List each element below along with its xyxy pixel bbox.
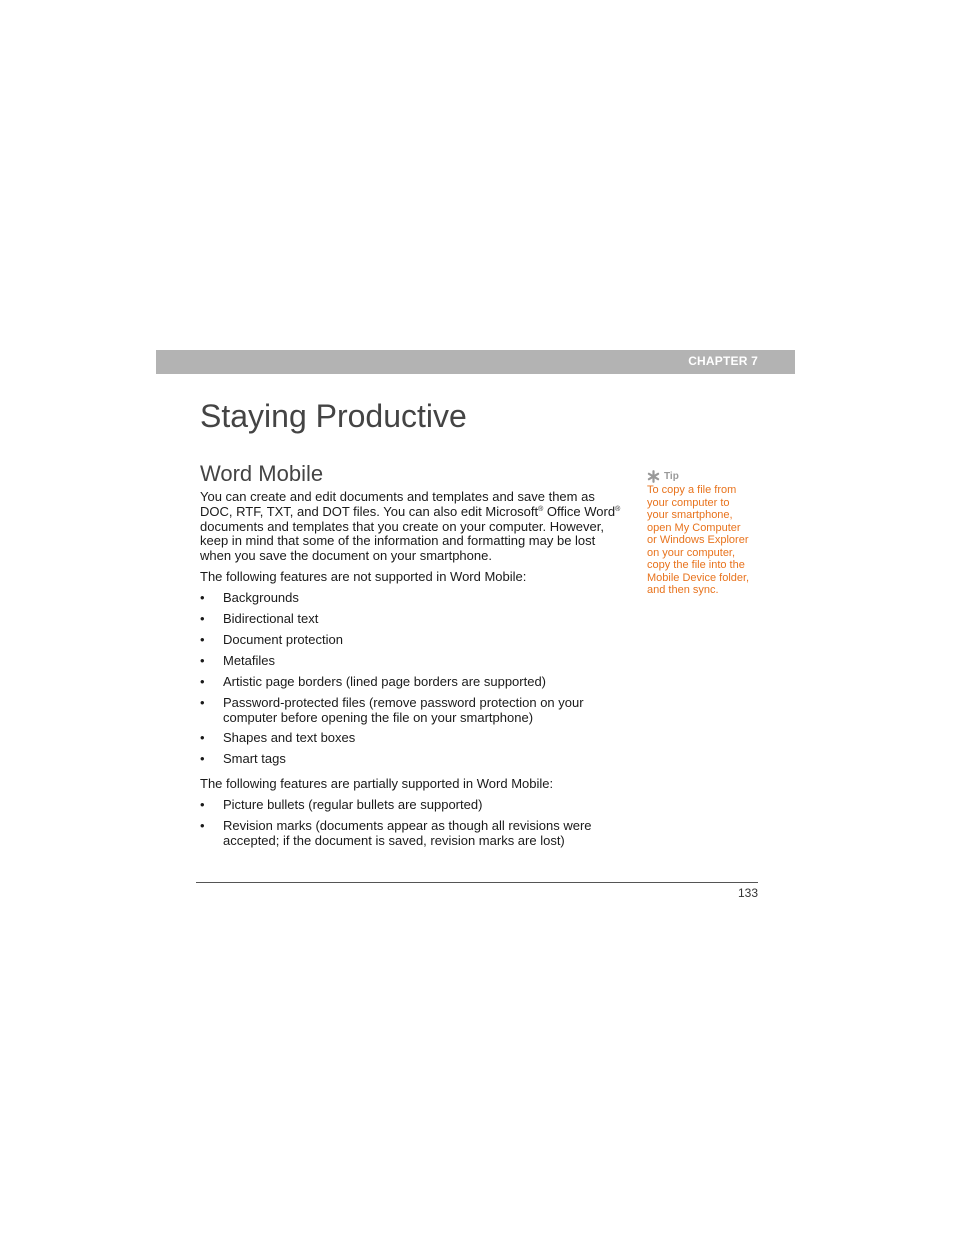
page-title: Staying Productive [200, 398, 467, 434]
page-number: 133 [737, 886, 758, 900]
list-item [200, 696, 625, 726]
partially-supported-list [200, 798, 625, 849]
list-item [200, 591, 625, 606]
list-item-text: Password-protected files (remove password protection on your computer before opening the file on your smartphone) [223, 694, 584, 725]
tip-line: To copy a file from [647, 484, 737, 496]
list-item [200, 798, 625, 813]
list-item [200, 731, 625, 746]
registered-mark: ® [615, 505, 621, 513]
list-item-text: Backgrounds [223, 589, 299, 605]
list-item-text: Revision marks (documents appear as though all revisions were accepted; if the document is saved, revision marks are lost) [223, 818, 592, 848]
bullet-icon: • [200, 589, 205, 605]
partially-supported-intro: The following features are partially supported in Word Mobile: [200, 776, 554, 792]
footer-divider [196, 882, 758, 883]
not-supported-list [200, 591, 625, 767]
bullet-icon: • [200, 730, 205, 746]
tip-line: copy the file into the [647, 559, 745, 571]
not-supported-intro: The following features are not supported in Word Mobile: [200, 568, 527, 584]
list-item [200, 633, 625, 648]
tip-label: Tip [664, 470, 679, 482]
tip-header [647, 469, 762, 483]
tip-line: on your computer, [647, 546, 736, 559]
bullet-icon: • [200, 694, 205, 710]
tip-line: your computer to [647, 496, 730, 509]
list-item-text: Smart tags [223, 751, 286, 767]
bullet-icon: • [200, 652, 205, 668]
tip-line: Mobile Device folder, [647, 571, 750, 584]
bullet-icon: • [200, 610, 205, 626]
chapter-header-bar [156, 350, 795, 374]
bullet-icon: • [200, 818, 205, 834]
list-item-text: Document protection [223, 631, 343, 647]
registered-mark: ® [538, 505, 544, 513]
body-text [200, 490, 625, 859]
tip-line: or Windows Explorer [647, 534, 749, 546]
asterisk-icon [647, 470, 660, 483]
tip-text [647, 484, 762, 597]
list-item [200, 752, 625, 767]
bullet-icon: • [200, 631, 205, 647]
intro-text-3: documents and templates that you create on your computer. However, keep in mind that some of the information and formatting may be lost when you save the document on your smartphone. [200, 518, 604, 564]
list-item-text: Picture bullets (regular bullets are supported) [223, 797, 483, 813]
list-item-text: Shapes and text boxes [223, 730, 356, 746]
intro-paragraph [200, 490, 625, 564]
list-item-text: Bidirectional text [223, 610, 319, 626]
list-item [200, 612, 625, 627]
bullet-icon: • [200, 797, 205, 813]
bullet-icon: • [200, 673, 205, 689]
tip-line: open My Computer [647, 521, 741, 534]
list-item [200, 819, 625, 849]
list-item-text: Artistic page borders (lined page borders are supported) [223, 673, 547, 689]
chapter-label: CHAPTER 7 [688, 354, 758, 368]
bullet-icon: • [200, 751, 205, 767]
list-item-text: Metafiles [223, 652, 276, 668]
list-item [200, 654, 625, 669]
tip-line: and then sync. [647, 584, 719, 596]
tip-line: your smartphone, [647, 509, 733, 521]
intro-text-2: Office Word [543, 503, 616, 519]
section-title: Word Mobile [200, 461, 324, 486]
list-item [200, 675, 625, 690]
intro-text-1: You can create and edit documents and templates and save them as DOC, RTF, TXT, and DOT files. You can also edit Microsoft [200, 489, 595, 519]
tip-sidebar [647, 469, 762, 597]
